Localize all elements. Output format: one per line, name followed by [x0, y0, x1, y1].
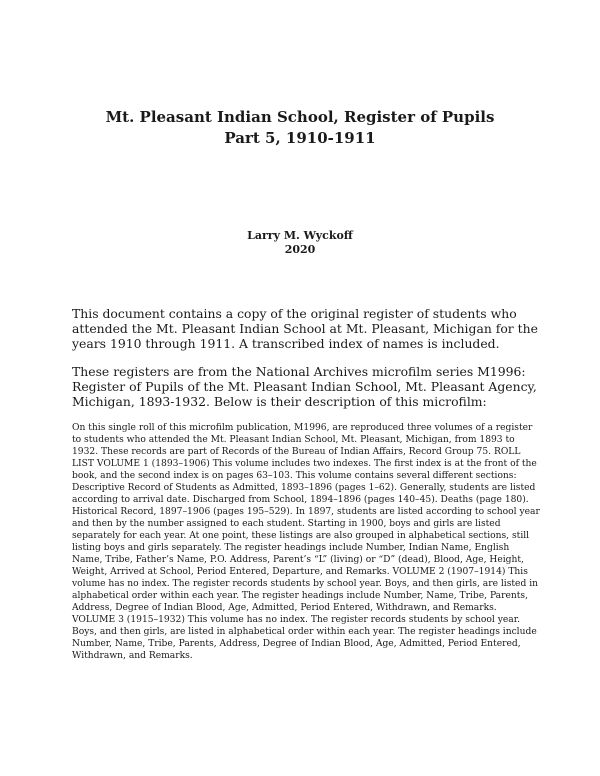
title-line-2: Part 5, 1910-1911	[224, 129, 376, 147]
intro-paragraph: This document contains a copy of the original register of students who attended the Mt. Pleasant Indian School at Mt. Pleasant, Michigan for the years 1910 through 1911. A transcribed index of names is included.	[72, 306, 538, 351]
author-block	[0, 229, 600, 257]
title-line-1: Mt. Pleasant Indian School, Register of Pupils	[105, 108, 495, 126]
page-title	[0, 107, 600, 149]
author-name: Larry M. Wyckoff	[247, 229, 353, 242]
source-paragraph: These registers are from the National Archives microfilm series M1996: Register of Pupils of the Mt. Pleasant Indian School, Mt. Pleasant Agency, Michigan, 1893-1932. Below is their description of this microfilm:	[72, 364, 537, 409]
publication-year: 2020	[284, 243, 316, 256]
microfilm-description: On this single roll of this microfilm publication, M1996, are reproduced three volumes of a register to students who attended the Mt. Pleasant Indian School, Mt. Pleasant, Michigan, from 1893 to 1932. These records are part of Records of the Bureau of Indian Affairs, Record Group 75. ROLL LIST VOLUME 1 (1893–1906) This volume includes two indexes. The first index is at the front of the book, and the second index is on pages 63–103. This volume contains several different sections: Descriptive Record of Students as Admitted, 1893–1896 (pages 1–62). Generally, students are listed according to arrival date. Discharged from School, 1894–1896 (pages 140–45). Deaths (page 180). Historical Record, 1897–1906 (pages 195–529). In 1897, students are listed according to school year and then by the number assigned to each student. Starting in 1900, boys and girls are listed separately for each year. At one point, these listings are also grouped in alphabetical sections, still listing boys and girls separately. The register headings include Number, Indian Name, English Name, Tribe, Father’s Name, P.O. Address, Parent’s “L” (living) or “D” (dead), Blood, Age, Height, Weight, Arrived at School, Period Entered, Departure, and Remarks. VOLUME 2 (1907–1914) This volume has no index. The register records students by school year. Boys, and then girls, are listed in alphabetical order within each year. The register headings include Number, Name, Tribe, Parents, Address, Degree of Indian Blood, Age, Admitted, Period Entered, Withdrawn, and Remarks. VOLUME 3 (1915–1932) This volume has no index. The register records students by school year. Boys, and then girls, are listed in alphabetical order within each year. The register headings include Number, Name, Tribe, Parents, Address, Degree of Indian Blood, Age, Admitted, Period Entered, Withdrawn, and Remarks.	[72, 423, 540, 661]
